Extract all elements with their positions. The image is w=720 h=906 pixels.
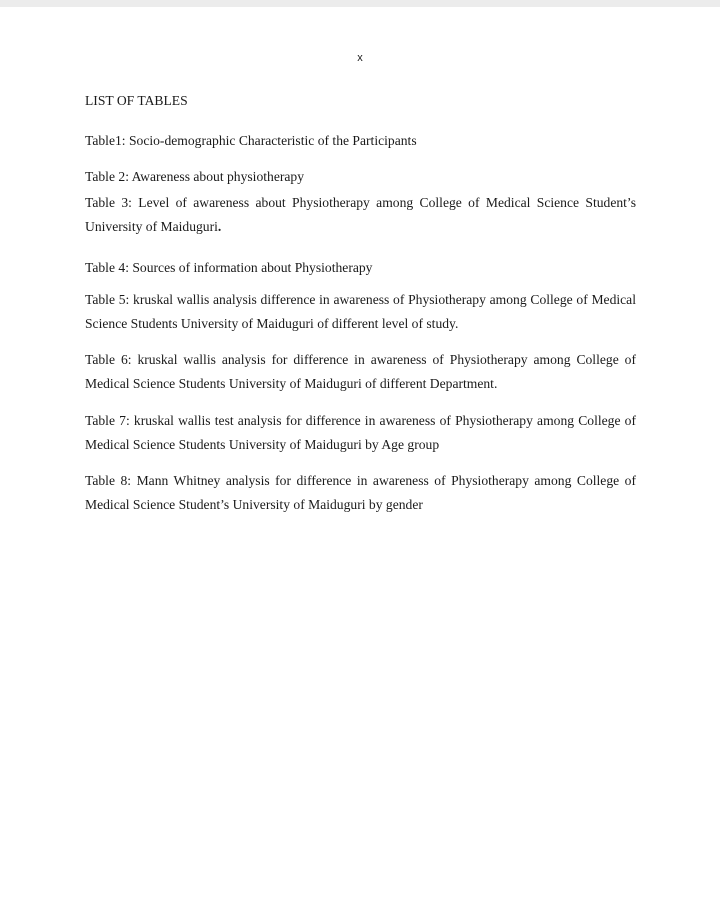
table-entry-3-text: Table 3: Level of awareness about Physiotherapy among College of Medical Science Student’s University of Maiduguri (85, 195, 636, 234)
table-entry-8: Table 8: Mann Whitney analysis for difference in awareness of Physiotherapy among College of Medical Science Student’s University of Maiduguri by gender (85, 473, 636, 512)
page-number: x (357, 52, 363, 64)
table-entry-4: Table 4: Sources of information about Physiotherapy (85, 260, 373, 275)
table-entry-2: Table 2: Awareness about physiotherapy (85, 169, 305, 184)
table-entry-3 (85, 191, 636, 239)
list-of-tables-heading: LIST OF TABLES (85, 93, 188, 108)
table-entry-6: Table 6: kruskal wallis analysis for difference in awareness of Physiotherapy among College of Medical Science Students University of Maiduguri of different Department. (85, 352, 636, 391)
document-page (0, 7, 720, 906)
viewer-top-strip (0, 0, 720, 7)
table-entry-7: Table 7: kruskal wallis test analysis for difference in awareness of Physiotherapy among College of Medical Science Students University of Maiduguri by Age group (85, 413, 636, 452)
table-entry-1: Table1: Socio-demographic Characteristic of the Participants (85, 133, 417, 148)
table-entry-5: Table 5: kruskal wallis analysis difference in awareness of Physiotherapy among College of Medical Science Students University of Maiduguri of different level of study. (85, 292, 636, 331)
table-entry-3-period: . (217, 219, 222, 234)
